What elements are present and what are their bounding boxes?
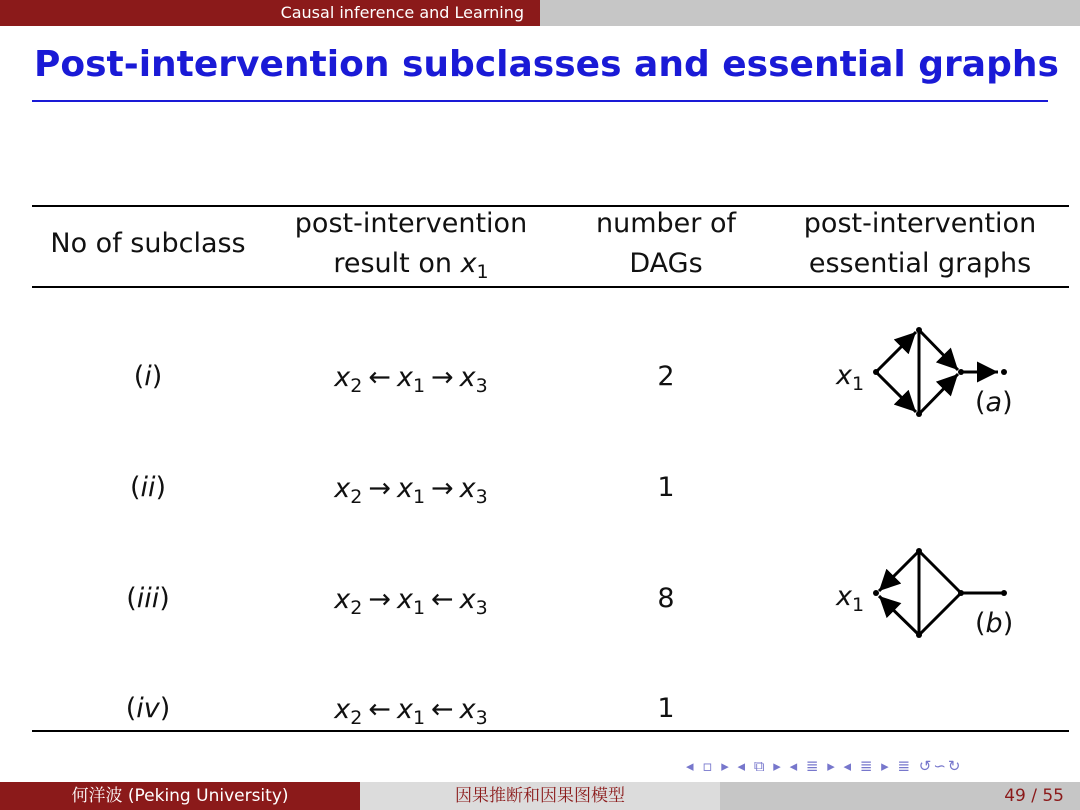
result-cell: $x_2 \to x_1$ ← $x_3$ <box>334 584 488 619</box>
subclass-cell: (iv) <box>125 693 171 724</box>
subclass-cell: (iii) <box>126 583 170 614</box>
graph-a-node-label: $x_1$ <box>836 360 865 395</box>
graph-b-tag: (b) <box>975 608 1014 639</box>
dags-cell: 1 <box>657 472 675 503</box>
header-result-line1: post-intervention <box>294 208 528 239</box>
graph-b-node-label: $x_1$ <box>836 581 865 616</box>
subclass-cell: (ii) <box>129 472 167 503</box>
header-bar <box>0 0 1080 26</box>
table-header-rule <box>32 286 1069 288</box>
header-essential-line2: essential graphs <box>808 248 1032 279</box>
header-result-line2: result on <box>333 248 452 279</box>
header-essential <box>780 204 1060 284</box>
result-cell: $x_2$ ← $x_1$ ← $x_3$ <box>334 694 488 729</box>
header-result-sub: 1 <box>476 261 489 283</box>
header-result <box>270 204 552 284</box>
header-dags-line1: number of <box>596 208 736 239</box>
header-result-var: x <box>460 248 477 279</box>
header-dags <box>575 204 757 284</box>
header-essential-line1: post-intervention <box>803 208 1037 239</box>
table-bottom-rule <box>32 730 1069 732</box>
dags-cell: 1 <box>657 693 675 724</box>
slide-title: Post-intervention subclasses and essential graphs <box>34 44 1059 85</box>
dags-cell: 2 <box>657 361 675 392</box>
header-subclass: No of subclass <box>50 228 246 259</box>
result-cell: $x_2 \to x_1 \to x_3$ <box>334 473 488 508</box>
beamer-navigation-icons[interactable]: ◂ ▫ ▸ ◂ ⧉ ▸ ◂ ≣ ▸ ◂ ≣ ▸ ≣ ↺∽↻ <box>686 757 963 775</box>
section-title[interactable]: Causal inference and Learning <box>0 0 540 26</box>
result-cell: $x_2$ ← $x_1 \to x_3$ <box>334 362 488 397</box>
graph-a-tag: (a) <box>975 387 1013 418</box>
footer-topic[interactable]: 因果推断和因果图模型 <box>360 782 720 810</box>
dags-cell: 8 <box>657 583 675 614</box>
footer-bar <box>0 782 1080 810</box>
subclass-cell: (i) <box>133 361 163 392</box>
footer-page-number: 49 / 55 <box>720 782 1080 810</box>
title-underline <box>32 100 1048 102</box>
footer-author[interactable]: 何洋波 (Peking University) <box>0 782 360 810</box>
header-dags-line2: DAGs <box>629 248 703 279</box>
